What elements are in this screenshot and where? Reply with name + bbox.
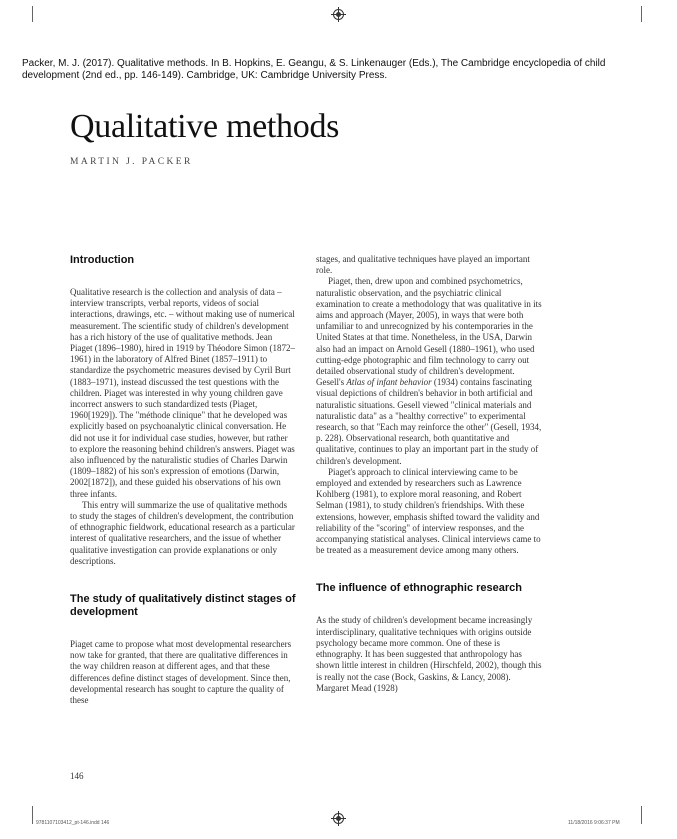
crop-mark-top-left	[32, 6, 33, 22]
paragraph: As the study of children's development became increasingly interdisciplinary, qualitative techniques with origins outside psychology became more common. One of these is ethnography. It has been suggested that anthropology has shown little interest in children (Hirschfeld, 2002), though this is really not the case (Bock, Gaskins, & Lancy, 2008). Margaret Mead (1928)	[316, 615, 542, 693]
page-title: Qualitative methods	[70, 108, 340, 145]
paragraph: Piaget's approach to clinical interviewing came to be employed and extended by researchers such as Lawrence Kohlberg (1981), to explore moral reasoning, and Robert Selman (1981), to study children's friendships. With these extensions, however, emphasis shifted toward the validity and reliability of the "scoring" of interview responses, and the accompanying statistical analyses. Clinical interviews came to be treated as a measurement device among many others.	[316, 466, 541, 556]
paragraph: Qualitative research is the collection and analysis of data – interview transcripts, verbal reports, videos of social interactions, drawings, etc. – without making use of numerical measurement. The scientific study of children's development has a rich history of the use of qualitative methods. Jean Piaget (1896–1980), hired in 1919 by Théodore Simon (1872–1961) in the laboratory of Alfred Binet (1857–1911) to standardize the psychometric measures devised by Cyril Burt (1883–1971), instead discussed the test questions with the children. Piaget was interested in why young children gave incorrect answers to such standardized tests (Piaget, 1960[1929]). The "méthode clinique" that he developed was explicitly based on psychoanalytic clinical conversation. He did not use it for individual case studies, however, but rather to explore the reasoning behind children's answers. Piaget was also influenced by the naturalistic studies of Charles Darwin (1809–1882) of his son's expression of emotions (Darwin, 2002[1872]), and these guided his observations of his own three infants.	[70, 287, 296, 499]
paragraph: stages, and qualitative techniques have played an important role.	[316, 254, 530, 276]
slug-timestamp: 11/18/2016 9:06:37 PM	[568, 820, 620, 826]
section-heading-introduction: Introduction	[70, 254, 135, 266]
right-column	[316, 254, 542, 694]
paragraph-text: Piaget, then, drew upon and combined psychometrics, naturalistic observation, and the psychiatric clinical examination to create a methodology that was qualitative in its aims and approach (Mayer, 2005), in ways that were both unfamiliar to and unrecognized by his contemporaries in the United States at that time. Nonetheless, in the USA, Darwin also had an impact on Arnold Gesell (1880–1961), who used cutting-edge photographic and film technology to carry out detailed observational study of children's development. Gesell's	[316, 276, 542, 388]
crop-mark-bottom-left	[32, 806, 33, 824]
citation: Packer, M. J. (2017). Qualitative methods. In B. Hopkins, E. Geangu, & S. Linkenauger (Eds.), The Cambridge encyclopedia of child development (2nd ed., pp. 146-149). Cambridge, UK: Cambridge University Press.	[22, 58, 606, 81]
section-heading-stages: The study of qualitatively distinct stages of development	[70, 593, 296, 619]
registration-mark-bottom-icon	[333, 813, 344, 824]
crop-mark-bottom-right	[641, 806, 642, 824]
paragraph: Piaget came to propose what most developmental researchers now take for granted, that there are qualitative differences in the way children reason at different ages, and that these differences define distinct stages of development. Since then, developmental research has sought to capture the quality of these	[70, 639, 292, 706]
book-title: Atlas of infant behavior	[346, 377, 432, 388]
paragraph	[316, 276, 542, 466]
slug-file-name: 9781107103412_pt-146.indd 146	[36, 820, 110, 826]
author-name: MARTIN J. PACKER	[70, 157, 193, 167]
crop-mark-top-right	[641, 6, 642, 22]
section-heading-ethnographic: The influence of ethnographic research	[316, 582, 522, 595]
page-number: 146	[70, 771, 84, 781]
left-column	[70, 254, 296, 706]
registration-mark-top-icon	[333, 9, 344, 20]
paragraph-text: (1934) contains fascinating visual depictions of children's behavior in both artificial and naturalistic situations. Gesell viewed "clinical materials and naturalistic data" as a "healthy corrective" to experimental research, so that "Each may reinforce the other" (Gesell, 1934, p. 228). Observational research, both quantitative and qualitative, continues to play an important part in the study of children's development.	[316, 377, 542, 466]
paragraph: This entry will summarize the use of qualitative methods to study the stages of children's development, the contribution of ethnographic fieldwork, educational research as a particular interest of qualitative researchers, and the issue of whether qualitative investigation can provide explanations or only descriptions.	[70, 499, 295, 566]
